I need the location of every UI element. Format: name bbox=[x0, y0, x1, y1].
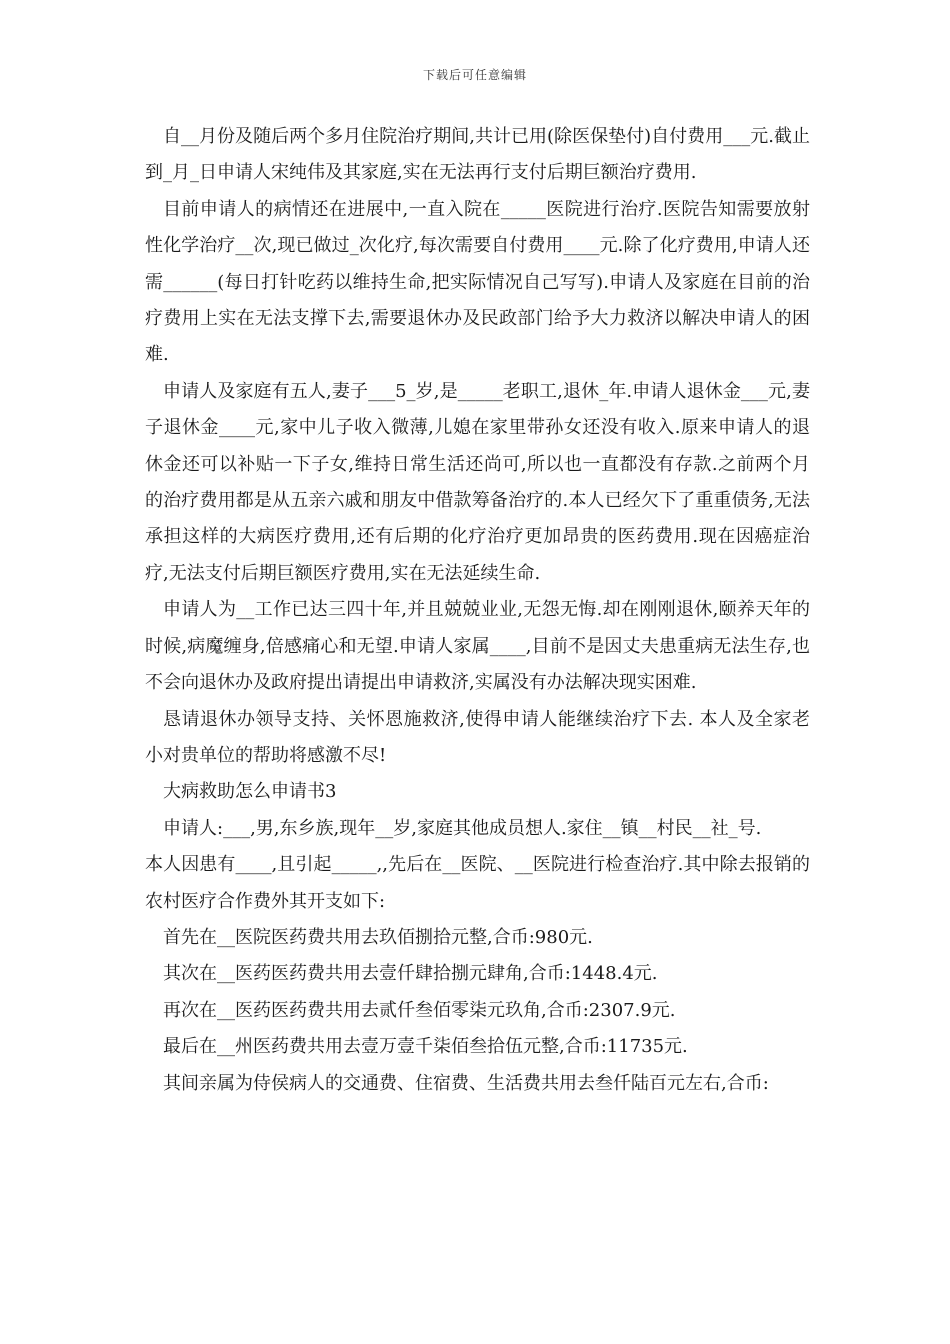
paragraph-3: 申请人及家庭有五人,妻子___5_岁,是_____老职工,退休_年.申请人退休金___元,妻子退休金____元,家中儿子收入微薄,儿媳在家里带孙女还没有收入.原来申请人的退休金还可以补贴一下子女,维持日常生活还尚可,所以也一直都没有存款.之前两个月的治疗费用都是从五亲六戚和朋友中借款筹备治疗的.本人已经欠下了重重债务,无法承担这样的大病医疗费用,还有后期的化疗治疗更加昂贵的医药费用.现在因癌症治疗,无法支付后期巨额医疗费用,实在无法延续生命. bbox=[145, 380, 810, 584]
section-title: 大病救助怎么申请书3 bbox=[163, 781, 337, 803]
expense-item-2: 其次在__医药医药费共用去壹仟肆拾捌元肆角,合币:1448.4元. bbox=[163, 963, 658, 985]
expense-item-4: 最后在__州医药费共用去壹万壹千柒佰叁拾伍元整,合币:11735元. bbox=[163, 1036, 688, 1058]
expense-item-1: 首先在__医院医药费共用去玖佰捌拾元整,合币:980元. bbox=[163, 926, 593, 948]
document-body bbox=[145, 119, 810, 1102]
paragraph-4: 申请人为__工作已达三四十年,并且兢兢业业,无怨无悔.却在刚刚退休,颐养天年的时候,病魔缠身,倍感痛心和无望.申请人家属____,目前不是因丈夫患重病无法生存,也不会向退休办及政府提出请提出申请救济,实属没有办法解决现实困难. bbox=[145, 599, 810, 694]
illness-description: 本人因患有____,且引起_____,,先后在__医院、__医院进行检查治疗.其中除去报销的农村医疗合作费外其开支如下: bbox=[145, 854, 810, 912]
expense-item-3: 再次在__医药医药费共用去贰仟叁佰零柒元玖角,合币:2307.9元. bbox=[163, 999, 676, 1021]
paragraph-5: 恳请退休办领导支持、关怀恩施救济,使得申请人能继续治疗下去. 本人及全家老小对贵单位的帮助将感激不尽! bbox=[145, 708, 810, 766]
expense-item-5: 其间亲属为侍侯病人的交通费、住宿费、生活费共用去叁仟陆百元左右,合币: bbox=[163, 1072, 769, 1094]
paragraph-2: 目前申请人的病情还在进展中,一直入院在_____医院进行治疗.医院告知需要放射性化学治疗__次,现已做过_次化疗,每次需要自付费用____元.除了化疗费用,申请人还需______(每日打针吃药以维持生命,把实际情况自己写写).申请人及家庭在目前的治疗费用上实在无法支撑下去,需要退休办及民政部门给予大力救济以解决申请人的困难. bbox=[145, 198, 810, 366]
applicant-info: 申请人:___,男,东乡族,现年__岁,家庭其他成员想人.家住__镇__村民__社_号. bbox=[163, 817, 762, 839]
paragraph-1: 自__月份及随后两个多月住院治疗期间,共计已用(除医保垫付)自付费用___元.截止到_月_日申请人宋纯伟及其家庭,实在无法再行支付后期巨额治疗费用. bbox=[145, 126, 810, 184]
page-header: 下载后可任意编辑 bbox=[422, 68, 527, 82]
